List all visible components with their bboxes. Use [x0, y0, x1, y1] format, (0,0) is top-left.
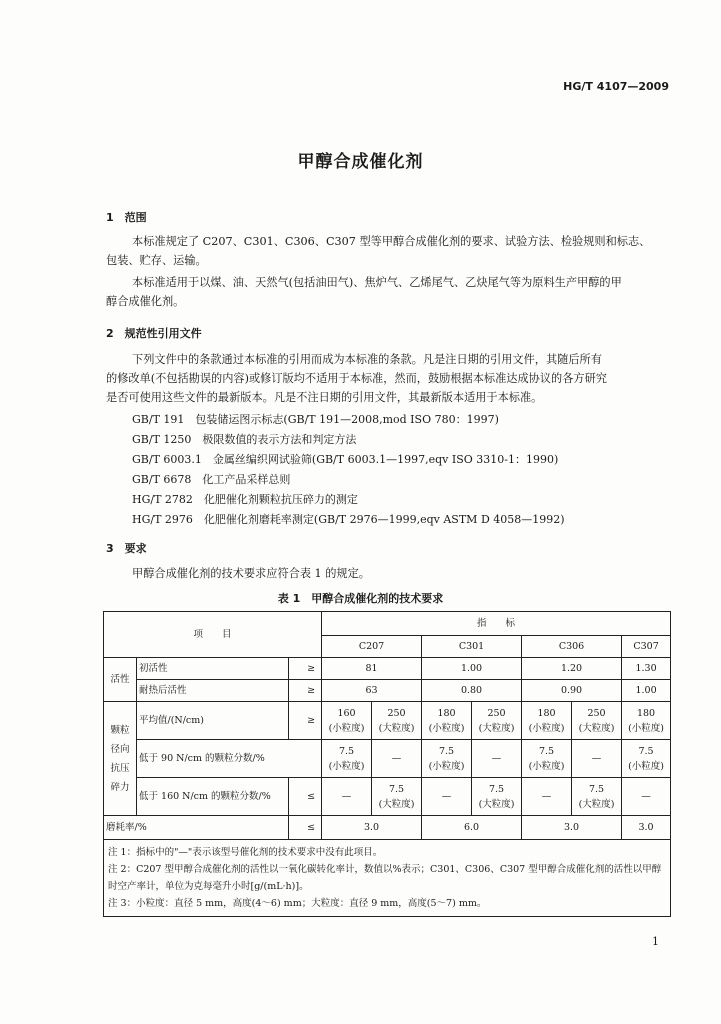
table-row [104, 680, 671, 702]
standard-number: HG/T 4107—2009 [563, 80, 669, 93]
table-cell: — [322, 778, 372, 816]
table-cell: — [572, 740, 622, 778]
reference-item: GB/T 6003.1 金属丝编织网试验筛(GB/T 6003.1—1997,eqv ISO 3310-1：1990) [132, 453, 559, 466]
cell-value: 250 [387, 707, 406, 719]
reference-item: GB/T 1250 极限数值的表示方法和判定方法 [132, 433, 357, 446]
cell-note: (小粒度) [328, 760, 365, 772]
initial-activity-label: 初活性 [137, 658, 289, 680]
table-cell: 3.0 [322, 816, 422, 840]
section-2-para-line-2: 的修改单(不包括勘误的内容)或修订版均不适用于本标准，然而，鼓励根据本标准达成协议的各方研究 [106, 372, 607, 385]
page-number: 1 [652, 935, 659, 948]
table-cell: 1.20 [522, 658, 622, 680]
table-cell: — [522, 778, 572, 816]
cell-value: 250 [487, 707, 506, 719]
cell-note: (小粒度) [528, 722, 565, 734]
section-2-para-line-1: 下列文件中的条款通过本标准的引用而成为本标准的条款。凡是注日期的引用文件，其随后所有 [132, 353, 602, 366]
cell-note: (大粒度) [378, 722, 415, 734]
cell-note: (小粒度) [628, 722, 664, 734]
table-cell [522, 740, 572, 778]
table-cell [622, 702, 671, 740]
table-cell [372, 778, 422, 816]
table-cell [472, 702, 522, 740]
header-index: 指 标 [322, 612, 671, 636]
table-row [104, 778, 671, 816]
activity-group-label: 活性 [104, 658, 137, 702]
section-3-para: 甲醇合成催化剂的技术要求应符合表 1 的规定。 [132, 567, 370, 580]
section-1-para-2-line-1: 本标准适用于以煤、油、天然气(包括油田气)、焦炉气、乙烯尾气、乙炔尾气等为原料生产甲醇的甲 [132, 276, 622, 289]
cell-value: 7.5 [638, 745, 654, 757]
table-cell [422, 740, 472, 778]
table-cell [322, 702, 372, 740]
model-c306: C306 [522, 636, 622, 658]
table-note: 注 3：小粒度：直径 5 mm，高度(4～6) mm；大粒度：直径 9 mm，高度(5～7) mm。 [108, 898, 487, 909]
header-item: 项 目 [104, 612, 322, 658]
reference-item: HG/T 2976 化肥催化剂磨耗率测定(GB/T 2976—1999,eqv ASTM D 4058—1992) [132, 513, 565, 526]
cell-note: (小粒度) [328, 722, 365, 734]
heat-activity-label: 耐热后活性 [137, 680, 289, 702]
cell-value: 250 [587, 707, 606, 719]
section-2-para-line-3: 是否可使用这些文件的最新版本。凡是不注日期的引用文件，其最新版本适用于本标准。 [106, 391, 543, 404]
operator: ≤ [289, 816, 322, 840]
table-cell: 81 [322, 658, 422, 680]
below-160-label: 低于 160 N/cm 的颗粒分数/% [137, 778, 289, 816]
avg-crush-label: 平均值/(N/cm) [137, 702, 289, 740]
table-cell: 1.00 [422, 658, 522, 680]
table-cell [572, 778, 622, 816]
reference-item: HG/T 2782 化肥催化剂颗粒抗压碎力的测定 [132, 493, 358, 506]
cell-value: 160 [337, 707, 356, 719]
abrasion-label: 磨耗率/% [104, 816, 289, 840]
table-note: 注 2：C207 型甲醇合成催化剂的活性以一氧化碳转化率计，数值以%表示；C301、C306、C307 型甲醇合成催化剂的活性以甲醇时空产率计，单位为克每毫升小时[g/(mL·h)]。 [108, 864, 662, 892]
operator: ≥ [289, 680, 322, 702]
table-cell: — [372, 740, 422, 778]
table-cell: 63 [322, 680, 422, 702]
table-row [104, 740, 671, 778]
section-3-heading: 3 要求 [106, 542, 147, 555]
table-row [104, 702, 671, 740]
table-notes-row [104, 840, 671, 917]
table-cell: — [622, 778, 671, 816]
operator: ≥ [289, 702, 322, 740]
operator: ≥ [289, 658, 322, 680]
cell-note: (大粒度) [478, 798, 515, 810]
reference-item: GB/T 6678 化工产品采样总则 [132, 473, 291, 486]
cell-note: (大粒度) [378, 798, 415, 810]
cell-note: (小粒度) [428, 760, 465, 772]
model-c301: C301 [422, 636, 522, 658]
document-title: 甲醇合成催化剂 [297, 152, 424, 172]
crush-group-line: 碎力 [110, 781, 130, 793]
cell-value: 180 [636, 707, 656, 719]
cell-value: 7.5 [588, 783, 605, 795]
table-cell: — [422, 778, 472, 816]
table-note: 注 1：指标中的"—"表示该型号催化剂的技术要求中没有此项目。 [108, 847, 383, 858]
cell-note: (大粒度) [478, 722, 515, 734]
table-cell: 0.90 [522, 680, 622, 702]
cell-note: (小粒度) [428, 722, 465, 734]
section-1-para-1-line-2: 包装、贮存、运输。 [106, 254, 207, 267]
table-notes [104, 840, 671, 917]
table-cell: — [472, 740, 522, 778]
crush-group-line: 颗粒 [110, 724, 130, 736]
table-cell: 3.0 [622, 816, 671, 840]
section-1-para-1-line-1: 本标准规定了 C207、C301、C306、C307 型等甲醇合成催化剂的要求、试验方法、检验规则和标志、 [132, 235, 651, 248]
crush-group-line: 径向 [110, 743, 130, 755]
table-caption: 表 1 甲醇合成催化剂的技术要求 [277, 592, 444, 605]
section-1-heading: 1 范围 [106, 211, 147, 224]
cell-value: 7.5 [488, 783, 505, 795]
cell-note: (大粒度) [578, 722, 615, 734]
reference-item: GB/T 191 包装储运图示标志(GB/T 191—2008,mod ISO 780：1997) [132, 413, 499, 426]
section-2-heading: 2 规范性引用文件 [106, 327, 202, 340]
cell-note: (小粒度) [628, 760, 664, 772]
table-header-row [104, 612, 671, 636]
cell-value: 180 [537, 707, 556, 719]
table-cell [472, 778, 522, 816]
table-cell: 6.0 [422, 816, 522, 840]
below-90-label: 低于 90 N/cm 的颗粒分数/% [137, 740, 322, 778]
table-cell [622, 740, 671, 778]
crush-group-line: 抗压 [110, 762, 130, 774]
model-c207: C207 [322, 636, 422, 658]
table-cell: 1.30 [622, 658, 671, 680]
table-cell [572, 702, 622, 740]
cell-note: (大粒度) [578, 798, 615, 810]
table-row [104, 816, 671, 840]
table-cell [322, 740, 372, 778]
table-cell [422, 702, 472, 740]
table-cell: 0.80 [422, 680, 522, 702]
table-cell: 3.0 [522, 816, 622, 840]
crush-group-label [104, 702, 137, 816]
cell-value: 7.5 [438, 745, 455, 757]
cell-value: 7.5 [338, 745, 355, 757]
table-row [104, 658, 671, 680]
cell-value: 7.5 [538, 745, 555, 757]
requirements-table [103, 611, 671, 917]
table-cell: 1.00 [622, 680, 671, 702]
operator: ≤ [289, 778, 322, 816]
section-1-para-2-line-2: 醇合成催化剂。 [106, 295, 185, 308]
cell-value: 180 [437, 707, 456, 719]
table-cell [522, 702, 572, 740]
model-c307: C307 [622, 636, 671, 658]
table-cell [372, 702, 422, 740]
cell-note: (小粒度) [528, 760, 565, 772]
cell-value: 7.5 [388, 783, 405, 795]
